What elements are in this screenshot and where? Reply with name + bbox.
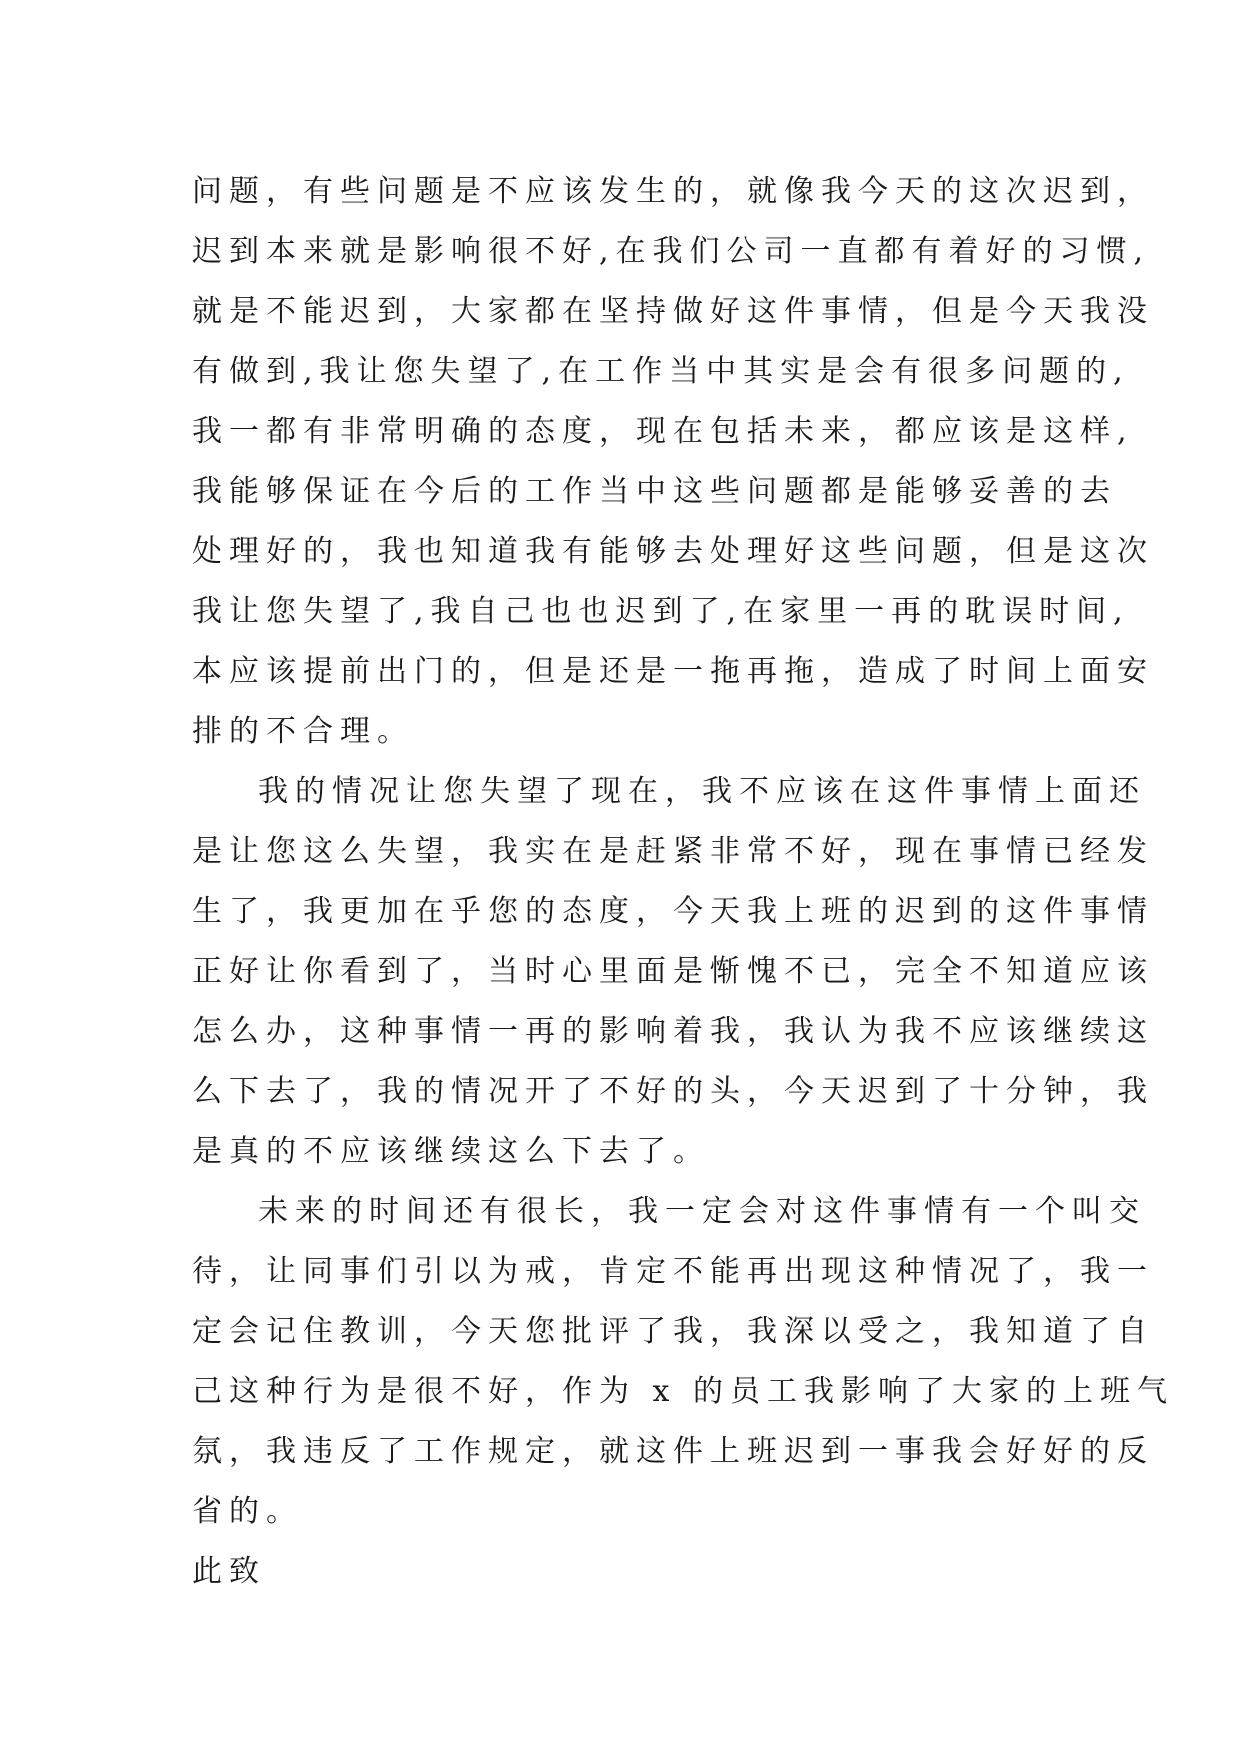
text-line: 有做到,我让您失望了,在工作当中其实是会有很多问题的, (192, 354, 1130, 389)
text-line: 是真的不应该继续这么下去了。 (192, 1134, 710, 1169)
text-line: 就是不能迟到，大家都在坚持做好这件事情，但是今天我没 (192, 294, 1154, 329)
text-line: 么下去了，我的情况开了不好的头，今天迟到了十分钟，我 (192, 1074, 1154, 1109)
text-line: 生了，我更加在乎您的态度，今天我上班的迟到的这件事情 (192, 894, 1154, 929)
paragraph-start-line: 未来的时间还有很长，我一定会对这件事情有一个叫交 (258, 1194, 1146, 1229)
text-line: 怎么办，这种事情一再的影响着我，我认为我不应该继续这 (192, 1014, 1154, 1049)
text-line: 处理好的，我也知道我有能够去处理好这些问题，但是这次 (192, 534, 1154, 569)
text-line: 省的。 (192, 1494, 303, 1529)
closing-salutation: 此致 (192, 1554, 266, 1589)
text-line: 定会记住教训，今天您批评了我，我深以受之，我知道了自 (192, 1314, 1154, 1349)
text-line: 迟到本来就是影响很不好,在我们公司一直都有着好的习惯, (192, 234, 1151, 269)
text-line: 正好让你看到了，当时心里面是惭愧不已，完全不知道应该 (192, 954, 1154, 989)
text-line: 待，让同事们引以为戒，肯定不能再出现这种情况了，我一 (192, 1254, 1154, 1289)
text-line: 我能够保证在今后的工作当中这些问题都是能够妥善的去 (192, 474, 1117, 509)
text-line: 我让您失望了,我自己也也迟到了,在家里一再的耽误时间, (192, 594, 1130, 629)
text-line: 己这种行为是很不好，作为 x 的员工我影响了大家的上班气 (192, 1374, 1174, 1409)
letter-body (192, 162, 1174, 1602)
text-line: 问题，有些问题是不应该发生的，就像我今天的这次迟到， (192, 174, 1154, 209)
text-line: 本应该提前出门的，但是还是一拖再拖，造成了时间上面安 (192, 654, 1154, 689)
text-line: 排的不合理。 (192, 714, 414, 749)
paragraph-start-line: 我的情况让您失望了现在，我不应该在这件事情上面还 (258, 774, 1146, 809)
text-line: 是让您这么失望，我实在是赶紧非常不好，现在事情已经发 (192, 834, 1154, 869)
text-line: 氛，我违反了工作规定，就这件上班迟到一事我会好好的反 (192, 1434, 1154, 1469)
text-line: 我一都有非常明确的态度，现在包括未来，都应该是这样, (192, 414, 1134, 449)
